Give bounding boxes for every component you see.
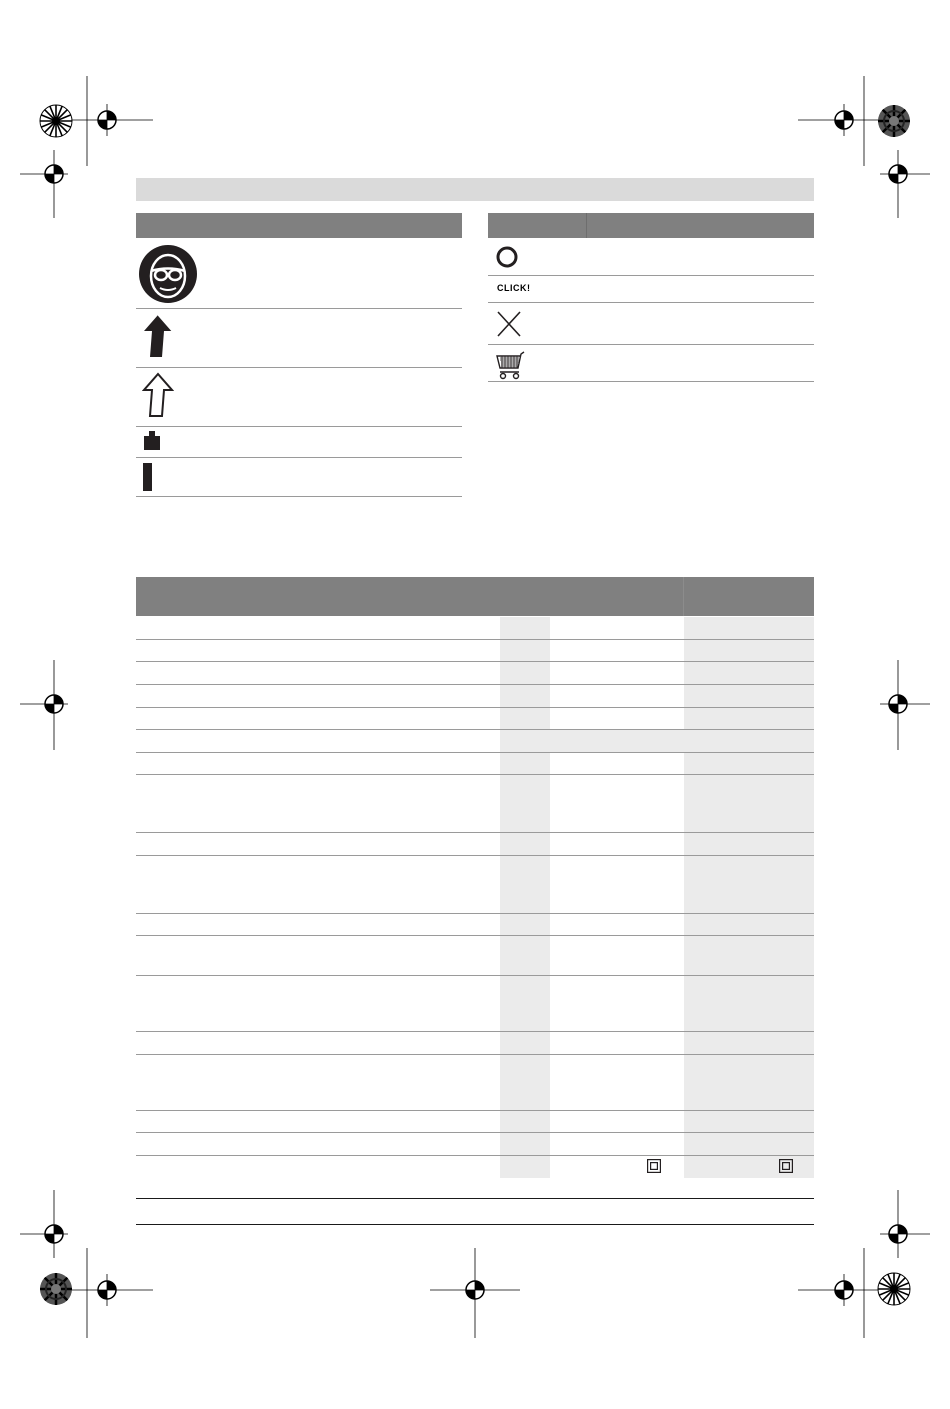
divider xyxy=(136,426,462,427)
divider xyxy=(488,381,814,382)
divider xyxy=(136,308,462,309)
symbol-table-right-header xyxy=(488,213,814,238)
table-row-divider xyxy=(136,684,814,685)
symbol-table-left-header xyxy=(136,213,462,238)
outline-arrow-up-icon xyxy=(142,372,174,418)
table-row-divider xyxy=(136,1031,814,1032)
starburst-mark-icon xyxy=(877,104,911,138)
registration-mark-icon xyxy=(65,76,153,166)
table-row-divider xyxy=(136,832,814,833)
registration-mark-icon xyxy=(880,150,930,218)
symbol-table-right-header-divider xyxy=(586,213,587,238)
table-row-divider xyxy=(136,639,814,640)
starburst-mark-icon xyxy=(39,1272,73,1306)
technical-data-header xyxy=(136,577,814,616)
safety-goggles-icon xyxy=(138,244,198,304)
table-row-divider xyxy=(136,752,814,753)
shaded-full-row xyxy=(500,730,814,752)
bar-icon xyxy=(143,463,152,491)
table-row-divider xyxy=(136,729,814,730)
click-icon: CLICK! xyxy=(497,283,531,293)
starburst-mark-icon xyxy=(39,104,73,138)
divider xyxy=(136,496,462,497)
table-row-divider xyxy=(136,1155,814,1156)
divider xyxy=(488,275,814,276)
double-insulation-icon xyxy=(779,1159,793,1173)
table-row-divider xyxy=(136,1110,814,1111)
table-row-divider xyxy=(136,913,814,914)
divider xyxy=(488,302,814,303)
cross-icon xyxy=(496,310,522,338)
registration-mark-icon xyxy=(430,1248,520,1338)
registration-mark-icon xyxy=(798,1248,886,1338)
shopping-cart-icon xyxy=(494,350,528,380)
shaded-column-a xyxy=(500,617,550,1178)
table-row-divider xyxy=(136,1054,814,1055)
registration-mark-icon xyxy=(65,1248,153,1338)
registration-mark-icon xyxy=(798,76,886,166)
table-row-divider xyxy=(136,774,814,775)
technical-data-header-divider xyxy=(683,577,684,616)
weight-icon xyxy=(143,431,161,451)
page-header-bar xyxy=(136,178,814,201)
filled-arrow-up-icon xyxy=(142,313,174,359)
footer-line xyxy=(136,1224,814,1225)
table-row-divider xyxy=(136,855,814,856)
double-insulation-icon xyxy=(647,1159,661,1173)
registration-mark-icon xyxy=(20,1190,68,1258)
table-row-divider xyxy=(136,661,814,662)
table-row-divider xyxy=(136,935,814,936)
table-row-divider xyxy=(136,707,814,708)
table-row-divider xyxy=(136,1132,814,1133)
registration-mark-icon xyxy=(20,150,68,218)
shaded-column-b xyxy=(684,617,814,1178)
registration-mark-icon xyxy=(880,1190,930,1258)
divider xyxy=(488,344,814,345)
circle-icon xyxy=(496,246,518,268)
starburst-mark-icon xyxy=(877,1272,911,1306)
divider xyxy=(136,367,462,368)
table-row-divider xyxy=(136,975,814,976)
footer-line xyxy=(136,1198,814,1199)
registration-mark-icon xyxy=(880,660,930,750)
registration-mark-icon xyxy=(20,660,68,750)
divider xyxy=(136,457,462,458)
